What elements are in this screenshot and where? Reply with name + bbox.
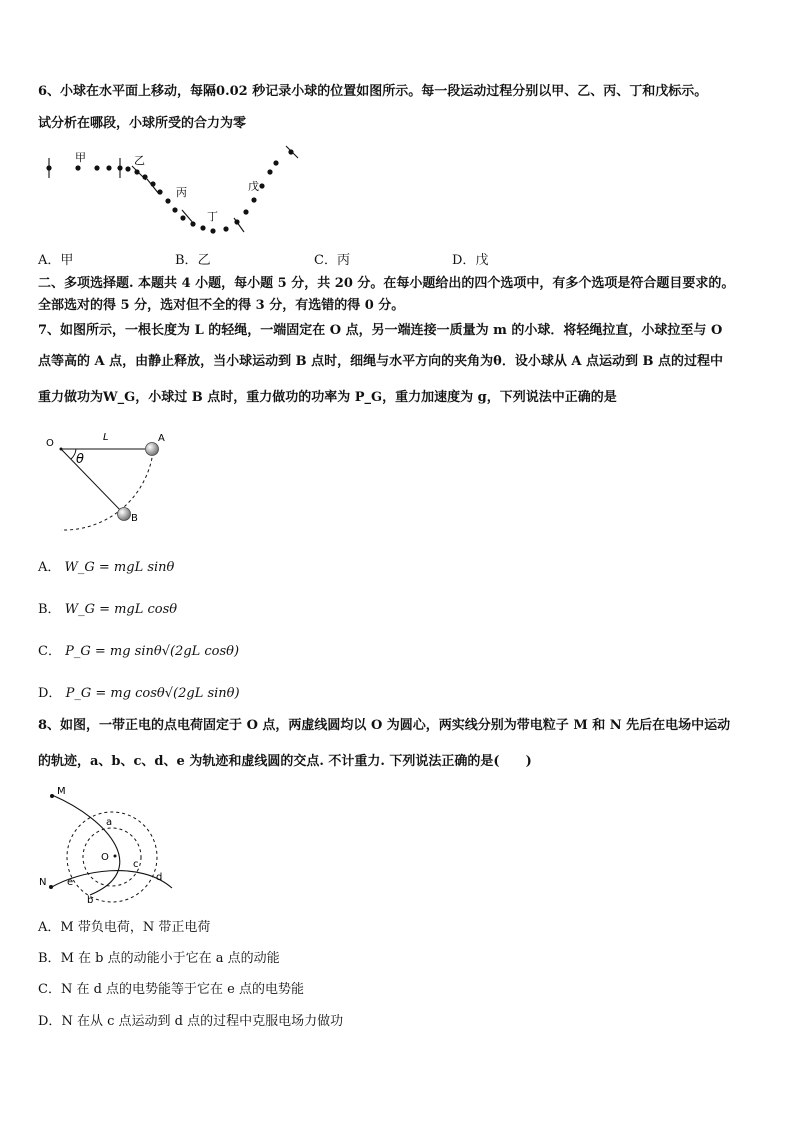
label-o: O bbox=[46, 438, 54, 449]
label-theta: θ bbox=[76, 452, 84, 467]
q6-stem-line2: 试分析在哪段，小球所受的合力为零 bbox=[38, 116, 247, 131]
label-point-c: c bbox=[133, 859, 139, 870]
label-bing: 丙 bbox=[176, 186, 187, 199]
q8-option-d[interactable]: D．N 在从 c 点运动到 d 点的过程中克服电场力做功 bbox=[38, 1014, 344, 1029]
q8-option-c[interactable]: C．N 在 d 点的电势能等于它在 e 点的电势能 bbox=[38, 982, 305, 997]
section2-heading-line2: 全部选对的得 5 分，选对但不全的得 3 分，有选错的得 0 分。 bbox=[38, 298, 405, 313]
q8-stem-line1: 8、如图，一带正电的点电荷固定于 O 点，两虚线圆均以 O 为圆心，两实线分别为带电粒子 M 和 N 先后在电场中运动 bbox=[38, 718, 731, 733]
q7-stem-line3: 重力做功为W_G，小球过 B 点时，重力做功的功率为 P_G，重力加速度为 g，下列说法中正确的是 bbox=[38, 390, 617, 405]
q7-option-b[interactable]: B． W_G = mgL cosθ bbox=[38, 602, 178, 617]
q7-stem-line1: 7、如图所示，一根长度为 L 的轻绳，一端固定在 O 点，另一端连接一质量为 m 的小球．将轻绳拉直，小球拉至与 O bbox=[38, 323, 723, 338]
q6-option-b[interactable]: B．乙 bbox=[175, 253, 211, 268]
q8-stem-line2: 的轨迹，a、b、c、d、e 为轨迹和虚线圆的交点. 不计重力. 下列说法正确的是( ) bbox=[38, 754, 532, 769]
label-point-a: a bbox=[106, 817, 113, 828]
label-point-e: e bbox=[67, 877, 74, 888]
section2-heading-line1: 二、多项选择题. 本题共 4 小题，每小题 5 分，共 20 分。在每小题给出的四个选项中，有多个选项是符合题目要求的。 bbox=[38, 276, 735, 291]
q6-stem-line1: 6、小球在水平面上移动，每隔0.02 秒记录小球的位置如图所示。每一段运动过程分别以甲、乙、丙、丁和戊标示。 bbox=[38, 84, 708, 99]
label-point-b: b bbox=[87, 895, 94, 906]
q8-option-b[interactable]: B．M 在 b 点的动能小于它在 a 点的动能 bbox=[38, 951, 280, 966]
q7-option-a[interactable]: A． W_G = mgL sinθ bbox=[38, 560, 175, 575]
q7-stem-line2: 点等高的 A 点，由静止释放，当小球运动到 B 点时，细绳与水平方向的夹角为θ．设小球从 A 点运动到 B 点的过程中 bbox=[38, 354, 724, 369]
label-m: M bbox=[57, 786, 66, 797]
q7-option-c[interactable]: C． P_G = mg sinθ√(2gL cosθ) bbox=[38, 644, 240, 659]
label-l: L bbox=[103, 432, 109, 443]
inner-dashed-circle bbox=[83, 828, 141, 886]
label-a: A bbox=[158, 433, 165, 444]
label-o: O bbox=[101, 852, 109, 863]
label-wu: 戊 bbox=[248, 180, 259, 193]
q6-option-d[interactable]: D．戊 bbox=[452, 253, 489, 268]
q8-option-a[interactable]: A．M 带负电荷，N 带正电荷 bbox=[38, 920, 211, 935]
q6-option-a[interactable]: A．甲 bbox=[38, 253, 74, 268]
q7-option-d[interactable]: D． P_G = mg cosθ√(2gL sinθ) bbox=[38, 686, 240, 701]
label-ding: 丁 bbox=[207, 210, 218, 223]
label-b: B bbox=[131, 513, 138, 524]
label-yi: 乙 bbox=[134, 154, 145, 167]
label-jia: 甲 bbox=[75, 151, 86, 164]
label-point-d: d bbox=[156, 872, 163, 883]
label-n: N bbox=[39, 877, 47, 888]
q6-option-c[interactable]: C．丙 bbox=[314, 253, 350, 268]
